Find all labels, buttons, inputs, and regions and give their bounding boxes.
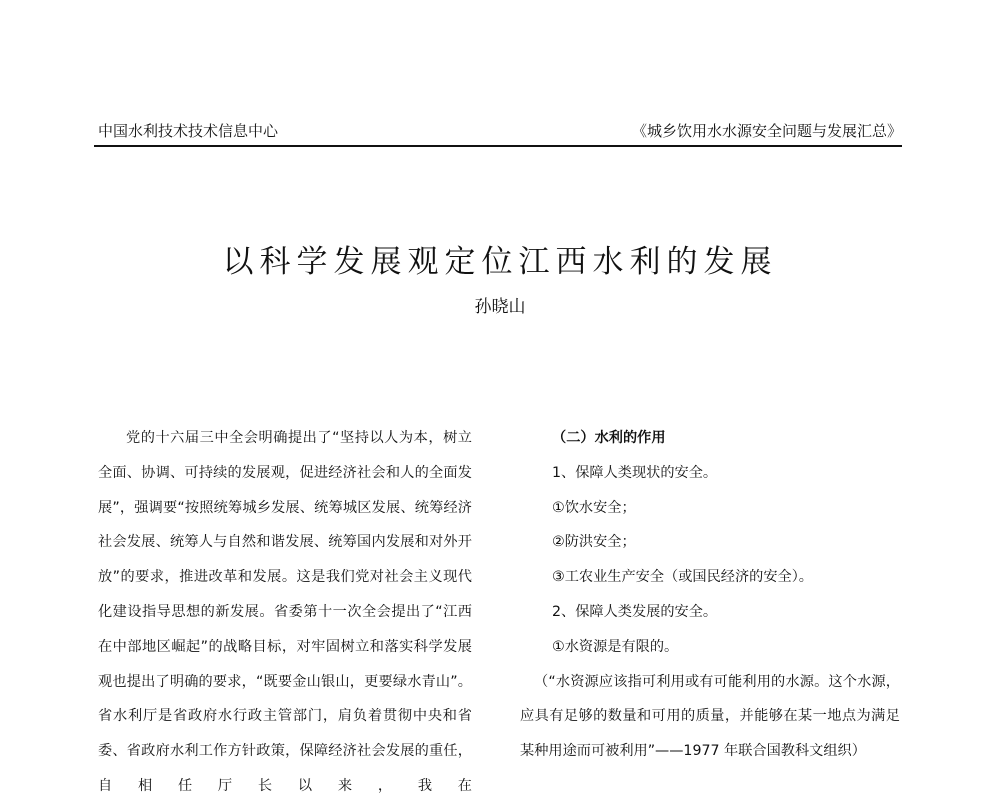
list-item: ③工农业生产安全（或国民经济的安全）。 (552, 569, 813, 586)
header-collection-title: 《城乡饮用水水源安全问题与发展汇总》 (631, 122, 902, 140)
header-source: 中国水利技术技术信息中心 (98, 122, 279, 140)
article-title: 以科学发展观定位江西水利的发展 (222, 244, 778, 280)
section-heading: （二）水利的作用 (552, 430, 666, 446)
left-column-paragraph: 党的十六届三中全会明确提出了“坚持以人为本，树立全面、协调、可持续的发展观，促进经济社会和人的全面发展”，强调要“按照统筹城乡发展、统筹城区发展、统筹经济社会发展、统筹人与自然和谐发展、统筹国内发展和对外开放”的要求，推进改革和发展。这是我们党对社会主义现代化建设指导思想的新发展。省委第十一次全会提出了“江西在中部地区崛起”的战略目标，对牢固树立和落实科学发展观也提出了明确的要求，“既要金山银山，更要绿水青山”。省水利厅是省政府水行政主管部门，肩负着贯彻中央和省委、省政府水利工作方针政策，保障经济社会发展的重任，自相任厅长以来，我在 (98, 430, 472, 794)
header-divider (94, 145, 902, 147)
list-item: 1、保障人类现状的安全。 (552, 464, 718, 481)
quote-paragraph: （“水资源应该指可利用或有可能利用的水源。这个水源，应具有足够的数量和可用的质量，并能够在某一地点为满足某种用途而可被利用”——1977 年联合国教科文组织） (520, 673, 900, 760)
list-item: ①饮水安全； (552, 499, 636, 516)
list-item: ②防洪安全； (552, 534, 636, 551)
list-item: ①水资源是有限的。 (552, 638, 679, 655)
list-item: 2、保障人类发展的安全。 (552, 603, 718, 620)
right-column (520, 421, 900, 769)
article-author: 孙晓山 (474, 297, 526, 317)
